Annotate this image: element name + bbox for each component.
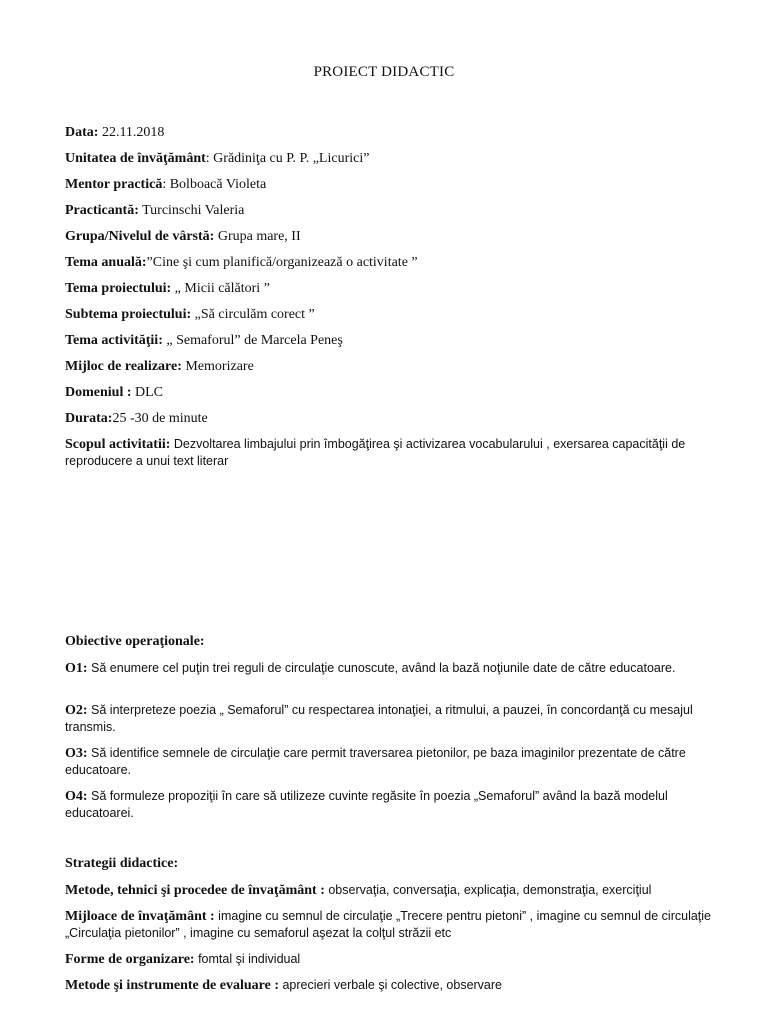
field-value: : Grădiniţa cu P. P. „Licurici” [205,151,370,166]
field-durata [65,410,715,427]
field-label: Data: [65,125,99,140]
field-label: Domeniul : [65,385,132,400]
field-value: Dezvoltarea limbajului prin îmbogăţirea şi activizarea vocabularului , exersarea capacităţii de reproducere a unui text literar [65,437,686,468]
objective-o2 [65,702,715,736]
field-label: Tema anuală: [65,255,147,270]
field-label: Tema activităţii: [65,333,163,348]
strategy-metode [65,882,715,899]
objective-label: O2: [65,703,88,718]
field-value: Grupa mare, II [214,229,301,244]
field-value: „ Micii călători ” [171,281,270,296]
strategy-text: aprecieri verbale şi colective, observare [278,978,503,992]
strategy-text: fomtal şi individual [194,952,301,966]
field-practicanta [65,202,715,219]
field-unitatea [65,150,715,167]
objective-label: O4: [65,789,88,804]
strategy-mijloace [65,908,715,942]
field-value: Turcinschi Valeria [138,203,245,218]
strategy-text: imagine cu semnul de circulaţie „Trecere pentru pietoni” , imagine cu semnul de circulaţie „Circulaţia pietonilor” , imagine cu semaforul aşezat la colţul străzii etc [65,909,711,940]
field-label: Unitatea de învăţământ [65,151,206,166]
field-subtema [65,306,715,323]
field-tema-anuala [65,254,715,271]
field-value: Memorizare [181,359,254,374]
field-value: „Să circulăm corect ” [191,307,315,322]
field-label: Scopul activitatii: [65,437,171,452]
objectives-heading: Obiective operaţionale: [65,634,205,649]
field-label: Durata: [65,411,113,426]
field-mentor [65,176,715,193]
objective-o3 [65,745,715,779]
document-title: PROIECT DIDACTIC [313,64,455,80]
field-grupa [65,228,715,245]
field-domeniul [65,384,715,401]
field-label: Grupa/Nivelul de vârstă: [65,229,215,244]
strategy-label: Forme de organizare: [65,952,195,967]
objective-text: Să formuleze propoziţii în care să utilizeze cuvinte regăsite în poezia „Semaforul” având la bază modelul educatoarei. [65,789,668,820]
objective-text: Să enumere cel puţin trei reguli de circulaţie cunoscute, având la bază noţiunile date de către educatoare. [87,661,676,675]
objective-text: Să interpreteze poezia „ Semaforul” cu respectarea intonaţiei, a ritmului, a pauzei, în concordanţă cu mesajul transmis. [65,703,693,734]
strategy-label: Metode, tehnici şi procedee de învaţământ : [65,883,325,898]
field-value: DLC [131,385,163,400]
field-scopul [65,436,715,470]
field-label: Subtema proiectului: [65,307,192,322]
strategy-label: Metode şi instrumente de evaluare : [65,978,279,993]
objective-o1 [65,660,715,677]
field-tema-proiectului [65,280,715,297]
field-label: Practicantă: [65,203,139,218]
field-data [65,124,715,141]
field-tema-activitatii [65,332,715,349]
field-value: ”Cine şi cum planifică/organizează o activitate ” [146,255,418,270]
strategy-forme [65,951,715,968]
objective-label: O1: [65,661,88,676]
objective-text: Să identifice semnele de circulaţie care permit traversarea pietonilor, pe baza imaginilor prezentate de către educatoare. [65,746,686,777]
objective-o4 [65,788,715,822]
strategy-label: Mijloace de învaţământ : [65,909,215,924]
field-value: 22.11.2018 [98,125,165,140]
field-value: 25 -30 de minute [112,411,208,426]
strategy-text: observaţia, conversaţia, explicaţia, demonstraţia, exerciţiul [324,883,652,897]
field-label: Tema proiectului: [65,281,172,296]
field-label: Mijloc de realizare: [65,359,182,374]
objective-label: O3: [65,746,88,761]
field-label: Mentor practică [65,177,163,192]
field-mijloc [65,358,715,375]
strategies-heading: Strategii didactice: [65,856,179,871]
strategy-evaluare [65,977,715,994]
field-value: „ Semaforul” de Marcela Peneş [162,333,343,348]
field-value: : Bolboacă Violeta [162,177,267,192]
